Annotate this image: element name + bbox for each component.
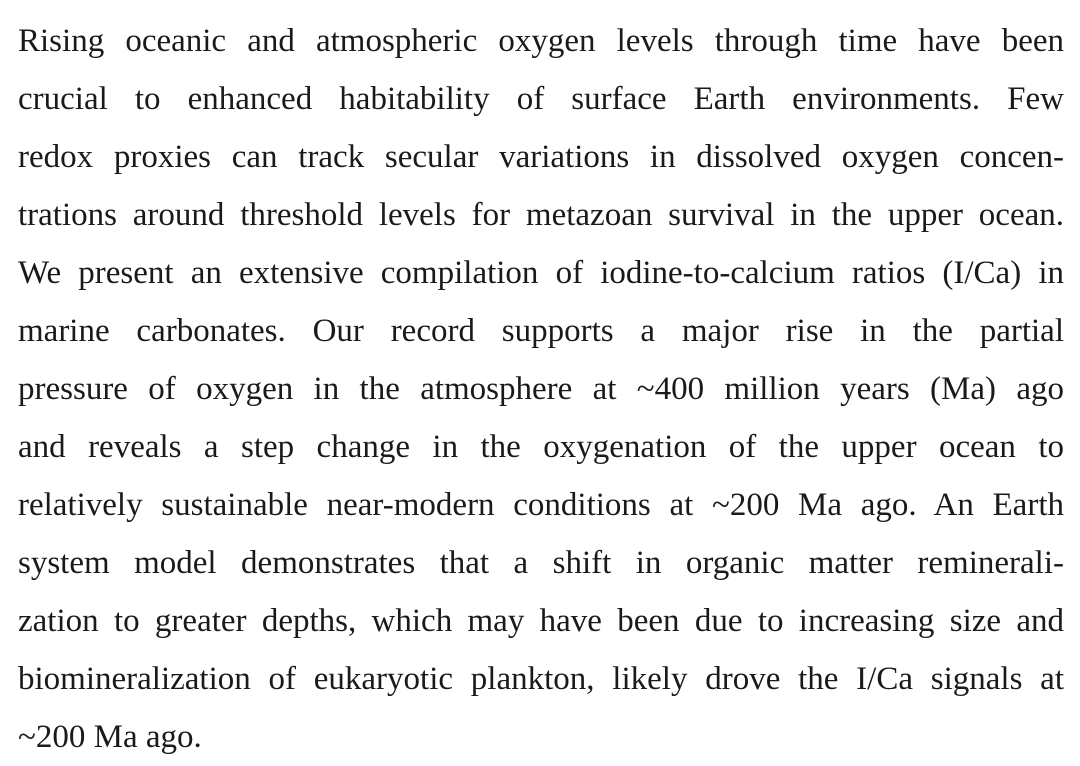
abstract-line: zation to greater depths, which may have been due to increasing size and <box>18 603 1064 639</box>
abstract-line: pressure of oxygen in the atmosphere at ~400 million years (Ma) ago <box>18 371 1064 407</box>
abstract-line: crucial to enhanced habitability of surface Earth environments. Few <box>18 81 1064 117</box>
abstract-line: trations around threshold levels for metazoan survival in the upper ocean. <box>18 197 1064 233</box>
abstract-line: ~200 Ma ago. <box>18 719 202 755</box>
abstract-line: Rising oceanic and atmospheric oxygen levels through time have been <box>18 23 1064 59</box>
abstract-line: system model demonstrates that a shift in organic matter reminerali- <box>18 545 1064 581</box>
abstract-line: biomineralization of eukaryotic plankton, likely drove the I/Ca signals at <box>18 661 1064 697</box>
abstract-line: We present an extensive compilation of iodine-to-calcium ratios (I/Ca) in <box>18 255 1064 291</box>
abstract-line: and reveals a step change in the oxygenation of the upper ocean to <box>18 429 1064 465</box>
abstract-line: relatively sustainable near-modern conditions at ~200 Ma ago. An Earth <box>18 487 1064 523</box>
abstract-line: redox proxies can track secular variations in dissolved oxygen concen- <box>18 139 1064 175</box>
abstract-text-block <box>18 12 1064 766</box>
abstract-line: marine carbonates. Our record supports a major rise in the partial <box>18 313 1064 349</box>
